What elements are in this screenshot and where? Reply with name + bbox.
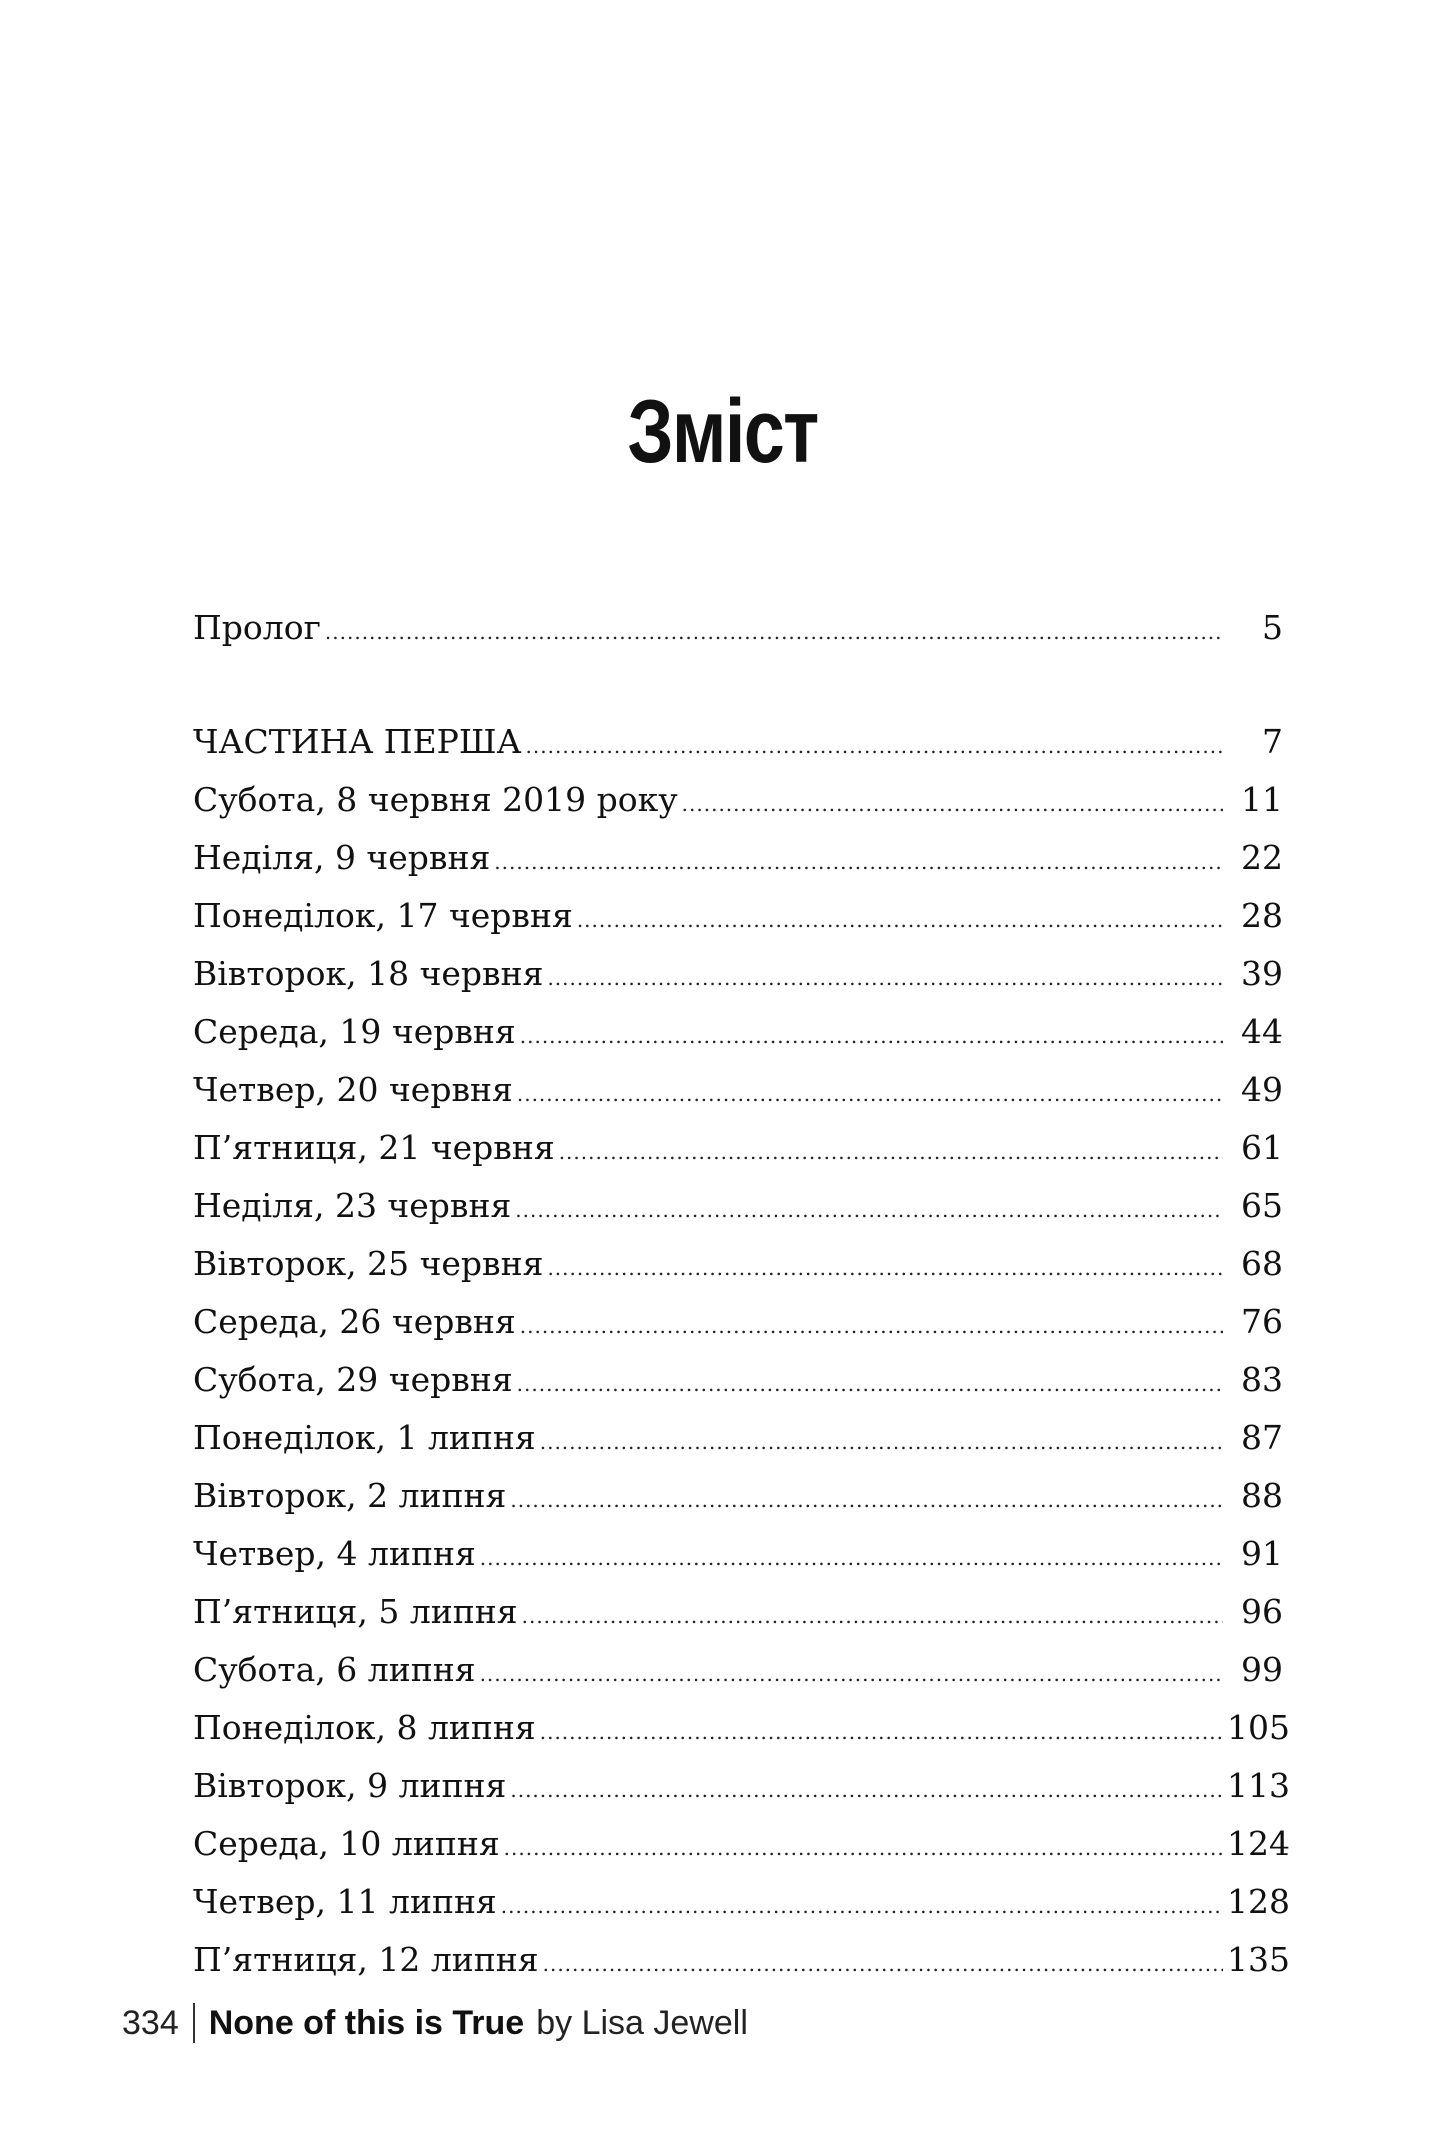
toc-entry-page: 68 bbox=[1241, 1244, 1283, 1283]
toc-entry-page: 44 bbox=[1241, 1012, 1283, 1051]
toc-entry-page: 65 bbox=[1241, 1186, 1283, 1225]
toc-entry bbox=[193, 1819, 1290, 1869]
toc-entry bbox=[193, 1761, 1290, 1811]
toc-leader-dots bbox=[543, 1939, 1223, 1989]
toc-entry-label: Четвер, 4 липня bbox=[193, 1534, 476, 1573]
toc-entry-label: Середа, 26 червня bbox=[193, 1302, 516, 1341]
toc-entry-label: Вівторок, 9 липня bbox=[193, 1766, 507, 1805]
footer-author: by Lisa Jewell bbox=[536, 2004, 748, 2042]
toc-entry-label: Субота, 29 червня bbox=[193, 1360, 513, 1399]
footer-divider bbox=[193, 2003, 195, 2043]
toc-leader-dots bbox=[547, 1243, 1223, 1293]
toc-entry-label: Пролог bbox=[193, 608, 321, 647]
toc-entry-page: 11 bbox=[1241, 780, 1283, 819]
toc-entry-label: П’ятниця, 12 липня bbox=[193, 1940, 539, 1979]
toc-entry-page: 99 bbox=[1241, 1650, 1283, 1689]
footer-book-title: None of this is True bbox=[208, 2004, 525, 2042]
toc-entry bbox=[193, 1645, 1283, 1695]
toc-leader-dots bbox=[494, 837, 1223, 887]
toc-entry bbox=[193, 1181, 1283, 1231]
toc-entry-page: 105 bbox=[1227, 1708, 1290, 1747]
toc-entry bbox=[193, 1703, 1290, 1753]
toc-entry-page: 124 bbox=[1227, 1824, 1290, 1863]
toc-leader-dots bbox=[540, 1417, 1223, 1467]
toc-entry-page: 22 bbox=[1241, 838, 1283, 877]
toc-entry-label: Вівторок, 25 червня bbox=[193, 1244, 544, 1283]
toc-entry-label: Неділя, 23 червня bbox=[193, 1186, 512, 1225]
toc-entry bbox=[193, 775, 1283, 825]
toc-entry bbox=[193, 717, 1283, 767]
toc-entry-page: 76 bbox=[1241, 1302, 1283, 1341]
toc-leader-dots bbox=[480, 1649, 1223, 1699]
toc-leader-dots bbox=[480, 1533, 1223, 1583]
toc-entry-page: 91 bbox=[1241, 1534, 1283, 1573]
toc-leader-dots bbox=[515, 1185, 1223, 1235]
toc-entry-label: Вівторок, 2 липня bbox=[193, 1476, 507, 1515]
toc-entry bbox=[193, 1877, 1290, 1927]
toc-entry-page: 88 bbox=[1241, 1476, 1283, 1515]
toc-leader-dots bbox=[522, 1591, 1223, 1641]
page-title: Зміст bbox=[627, 382, 818, 482]
footer-page-number: 334 bbox=[122, 2004, 179, 2042]
toc-entry-page: 39 bbox=[1241, 954, 1283, 993]
toc-leader-dots bbox=[547, 953, 1223, 1003]
toc-entry-page: 7 bbox=[1262, 722, 1283, 761]
toc-leader-dots bbox=[540, 1707, 1223, 1757]
toc-leader-dots bbox=[504, 1823, 1223, 1873]
toc-entry-label: ЧАСТИНА ПЕРША bbox=[193, 722, 522, 761]
toc-leader-dots bbox=[510, 1765, 1223, 1815]
toc-entry-label: Середа, 19 червня bbox=[193, 1012, 516, 1051]
toc-leader-dots bbox=[517, 1069, 1223, 1119]
toc-entry-page: 128 bbox=[1227, 1882, 1290, 1921]
toc-leader-dots bbox=[325, 607, 1223, 657]
toc-entry bbox=[193, 1935, 1290, 1985]
toc-entry bbox=[193, 1355, 1283, 1405]
toc-entry-label: Субота, 8 червня 2019 року bbox=[193, 780, 678, 819]
toc-entry bbox=[193, 603, 1283, 653]
toc-entry-page: 28 bbox=[1241, 896, 1283, 935]
toc-entry-page: 61 bbox=[1241, 1128, 1283, 1167]
toc-entry bbox=[193, 1065, 1283, 1115]
toc-entry-label: Понеділок, 1 липня bbox=[193, 1418, 536, 1457]
toc-entry-page: 113 bbox=[1227, 1766, 1290, 1805]
toc-leader-dots bbox=[510, 1475, 1223, 1525]
toc-entry-label: Понеділок, 8 липня bbox=[193, 1708, 536, 1747]
toc-entry-label: Середа, 10 липня bbox=[193, 1824, 500, 1863]
toc-entry bbox=[193, 1413, 1283, 1463]
toc-leader-dots bbox=[526, 721, 1223, 771]
toc-leader-dots bbox=[520, 1301, 1223, 1351]
toc-entry-label: Вівторок, 18 червня bbox=[193, 954, 544, 993]
toc-entry-page: 87 bbox=[1241, 1418, 1283, 1457]
toc-entry bbox=[193, 1297, 1283, 1347]
toc-entry-label: Четвер, 11 липня bbox=[193, 1882, 497, 1921]
toc-entry-page: 83 bbox=[1241, 1360, 1283, 1399]
toc-leader-dots bbox=[517, 1359, 1223, 1409]
toc-entry bbox=[193, 1529, 1283, 1579]
toc-entry-page: 49 bbox=[1241, 1070, 1283, 1109]
toc-entry-label: Четвер, 20 червня bbox=[193, 1070, 513, 1109]
toc-leader-dots bbox=[577, 895, 1223, 945]
toc-entry-label: Неділя, 9 червня bbox=[193, 838, 491, 877]
toc-entry-page: 5 bbox=[1262, 608, 1283, 647]
page-footer bbox=[122, 1998, 748, 2048]
toc-entry-label: Субота, 6 липня bbox=[193, 1650, 476, 1689]
toc-leader-dots bbox=[559, 1127, 1223, 1177]
toc-leader-dots bbox=[501, 1881, 1223, 1931]
toc-entry bbox=[193, 1471, 1283, 1521]
toc-entry bbox=[193, 1123, 1283, 1173]
toc-entry bbox=[193, 833, 1283, 883]
toc-entry-page: 135 bbox=[1227, 1940, 1290, 1979]
toc-leader-dots bbox=[682, 779, 1223, 829]
toc-entry bbox=[193, 891, 1283, 941]
toc-entry-label: П’ятниця, 5 липня bbox=[193, 1592, 518, 1631]
toc-entry bbox=[193, 1239, 1283, 1289]
toc-entry-page: 96 bbox=[1241, 1592, 1283, 1631]
toc-leader-dots bbox=[520, 1011, 1223, 1061]
toc-entry bbox=[193, 1587, 1283, 1637]
toc-entry-label: Понеділок, 17 червня bbox=[193, 896, 573, 935]
toc-entry bbox=[193, 1007, 1283, 1057]
toc-entry bbox=[193, 949, 1283, 999]
toc-entry-label: П’ятниця, 21 червня bbox=[193, 1128, 555, 1167]
